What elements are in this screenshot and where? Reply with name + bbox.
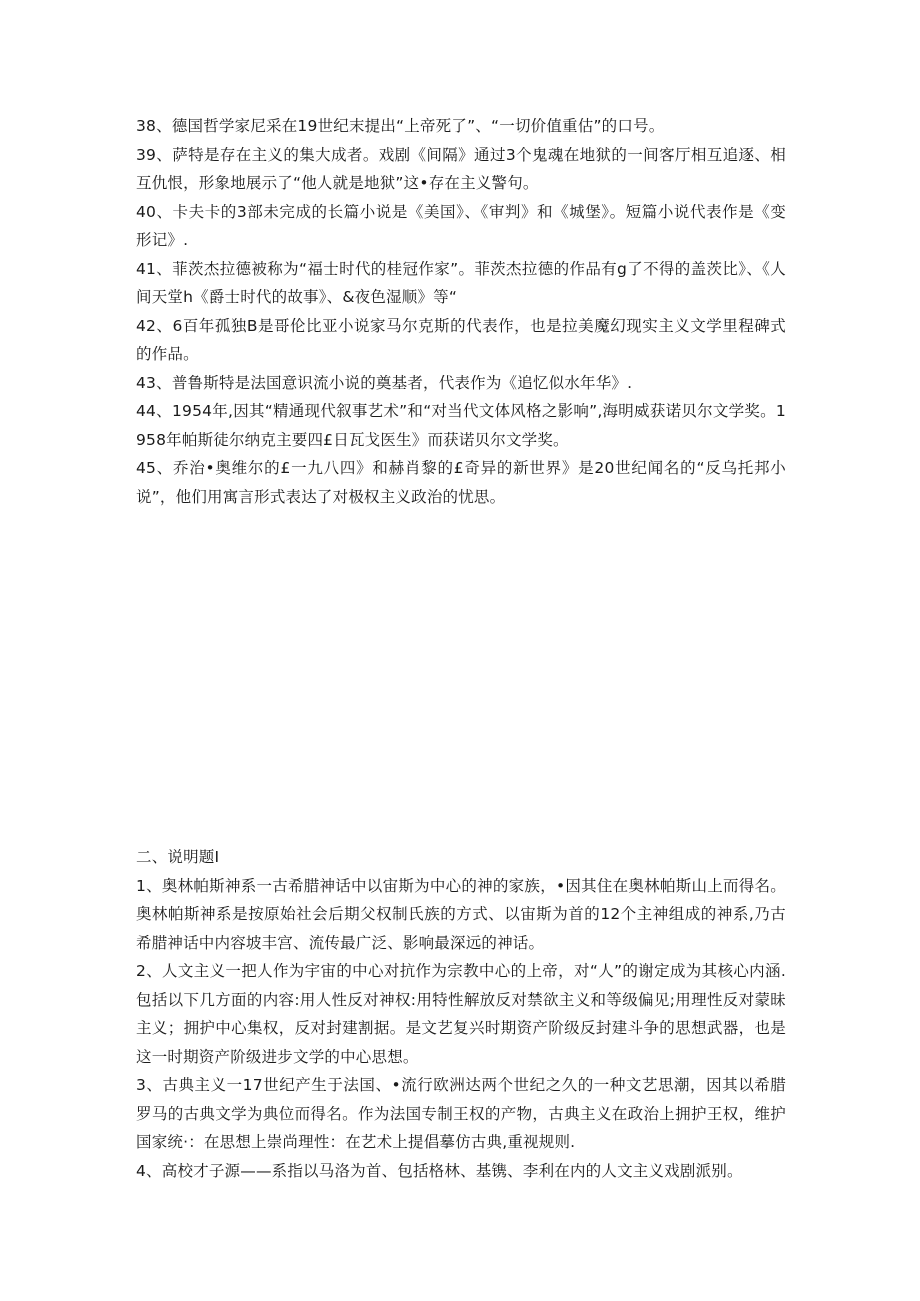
term-item-1: 1、奥林帕斯神系一古希腊神话中以宙斯为中心的神的家族，•因其住在奥林帕斯山上而得名。奥林帕斯神系是按原始社会后期父权制氏族的方式、以宙斯为首的12个主神组成的神系,乃古希腊神话中内容坡丰宫、流传最广泛、影响最深远的神话。 [136,876,786,952]
fact-item-45: 45、乔治•奥维尔的£一九八四》和赫肖黎的£奇异的新世界》是20世纪闻名的“反乌托邦小说”，他们用寓言形式表达了对极权主义政治的忧思。 [136,459,786,506]
literature-facts-section [136,112,786,511]
section-heading: 二、说明题I [136,848,220,866]
fact-item-39: 39、萨特是存在主义的集大成者。戏剧《间隔》通过3个鬼魂在地狱的一间客厅相互追逐、相互仇恨，形象地展示了“他人就是地狱”这•存在主义警句。 [136,145,786,192]
term-item-4: 4、高校才子源——系指以马洛为首、包括格林、基镌、李利在内的人文主义戏剧派别。 [136,1161,743,1180]
fact-item-40: 40、卡夫卡的3部未完成的长篇小说是《美国》、《审判》和《城堡》。短篇小说代表作是《变形记》. [136,202,786,249]
fact-item-44: 44、1954年,因其“精通现代叙事艺术”和“对当代文体风格之影响”,海明威获诺贝尔文学奖。1958年帕斯徒尔纳克主要四£日瓦戈医生》而获诺贝尔文学奖。 [136,402,786,449]
term-item-3: 3、古典主义一17世纪产生于法国、•流行欧洲达两个世纪之久的一种文艺思潮，因其以希腊罗马的古典文学为典位而得名。作为法国专制王权的产物，古典主义在政治上拥护王权，维护国家统·：在思想上崇尚理性：在艺术上提倡摹仿古典,重视规则. [136,1076,786,1151]
explanation-section [136,843,786,1185]
fact-item-43: 43、普鲁斯特是法国意识流小说的奠基者，代表作为《追忆似水年华》. [136,373,633,392]
fact-item-42: 42、6百年孤独B是哥伦比亚小说家马尔克斯的代表作，也是拉美魔幻现实主义文学里程碑式的作品。 [136,316,786,363]
fact-item-38: 38、德国哲学家尼采在19世纪末提出“上帝死了”、“一切价值重估”的口号。 [136,117,665,135]
fact-item-41: 41、菲茨杰拉德被称为“福士时代的桂冠作家”。菲茨杰拉德的作品有g了不得的盖茨比》、《人间天堂h《爵士时代的故事》、&夜色湿顺》等“ [136,259,786,306]
term-item-2: 2、人文主义一把人作为宇宙的中心对抗作为宗教中心的上帝，对“人”的谢定成为其核心内涵.包括以下几方面的内容:用人性反对神权:用特性解放反对禁欲主义和等级偏见;用理性反对蒙昧主义；拥护中心集权，反对封建割据。是文艺复兴时期资产阶级反封建斗争的思想武器，也是这一时期资产阶级进步文学的中心思想。 [136,962,786,1066]
